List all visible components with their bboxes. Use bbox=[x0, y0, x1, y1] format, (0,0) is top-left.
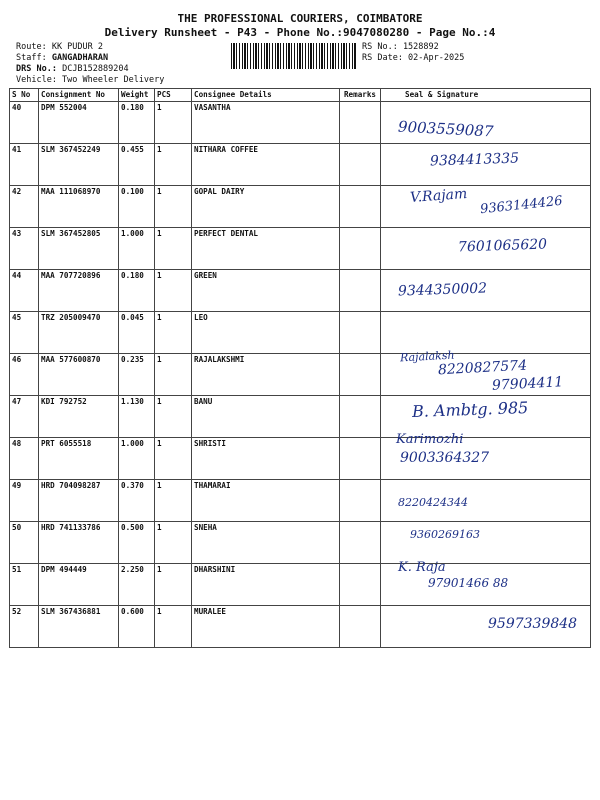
cell-pcs: 1 bbox=[155, 312, 192, 354]
cell-consignee: VASANTHA bbox=[192, 102, 340, 144]
barcode bbox=[231, 43, 357, 69]
cell-weight: 0.180 bbox=[119, 270, 155, 312]
cell-weight: 0.455 bbox=[119, 144, 155, 186]
cell-consignee: GREEN bbox=[192, 270, 340, 312]
cell-consignee: SHRISTI bbox=[192, 438, 340, 480]
table-header-row bbox=[10, 89, 591, 102]
cell-remarks bbox=[340, 564, 381, 606]
cell-pcs: 1 bbox=[155, 144, 192, 186]
cell-sno: 45 bbox=[10, 312, 39, 354]
handwriting-phone: 97904411 bbox=[491, 374, 564, 394]
cell-consignment: MAA 707720896 bbox=[39, 270, 119, 312]
col-consignment: Consignment No bbox=[39, 89, 119, 102]
staff-name: GANGADHARAN bbox=[51, 53, 109, 63]
cell-remarks bbox=[340, 438, 381, 480]
cell-consignee: BANU bbox=[192, 396, 340, 438]
cell-consignee: THAMARAI bbox=[192, 480, 340, 522]
cell-weight: 1.130 bbox=[119, 396, 155, 438]
cell-consignment: SLM 367452249 bbox=[39, 144, 119, 186]
cell-remarks bbox=[340, 312, 381, 354]
cell-consignment: HRD 741133786 bbox=[39, 522, 119, 564]
handwriting-phone: 9597339848 bbox=[488, 616, 578, 632]
cell-consignee: GOPAL DAIRY bbox=[192, 186, 340, 228]
rs-number: RS No.: 1528892 bbox=[362, 42, 439, 52]
cell-weight: 0.500 bbox=[119, 522, 155, 564]
cell-weight: 0.180 bbox=[119, 102, 155, 144]
company-title: THE PROFESSIONAL COURIERS, COIMBATORE bbox=[177, 12, 423, 25]
handwriting-phone: 9344350002 bbox=[397, 280, 488, 300]
cell-weight: 0.100 bbox=[119, 186, 155, 228]
cell-remarks bbox=[340, 270, 381, 312]
drs-label: DRS No.: bbox=[16, 64, 57, 74]
cell-remarks bbox=[340, 186, 381, 228]
col-pcs: PCS bbox=[155, 89, 192, 102]
cell-weight: 0.600 bbox=[119, 606, 155, 648]
handwriting-name: K. Raja bbox=[398, 560, 446, 575]
handwriting-phone: 9360269163 bbox=[410, 528, 480, 541]
cell-consignee: NITHARA COFFEE bbox=[192, 144, 340, 186]
cell-pcs: 1 bbox=[155, 396, 192, 438]
handwriting-name: B. Ambtg. 985 bbox=[411, 397, 529, 422]
table-row bbox=[10, 438, 591, 480]
cell-remarks bbox=[340, 228, 381, 270]
cell-pcs: 1 bbox=[155, 606, 192, 648]
cell-pcs: 1 bbox=[155, 480, 192, 522]
cell-consignment: DPM 494449 bbox=[39, 564, 119, 606]
route-label: Route: KK PUDUR 2 bbox=[16, 42, 103, 52]
cell-remarks bbox=[340, 480, 381, 522]
cell-pcs: 1 bbox=[155, 564, 192, 606]
cell-sno: 49 bbox=[10, 480, 39, 522]
col-weight: Weight bbox=[119, 89, 155, 102]
cell-sno: 50 bbox=[10, 522, 39, 564]
cell-consignment: MAA 111068970 bbox=[39, 186, 119, 228]
cell-remarks bbox=[340, 354, 381, 396]
cell-sno: 43 bbox=[10, 228, 39, 270]
handwriting-phone: 9003559087 bbox=[397, 117, 494, 141]
rs-date: RS Date: 02-Apr-2025 bbox=[362, 53, 465, 63]
staff-line bbox=[16, 53, 108, 63]
drs-number: DCJB152889204 bbox=[62, 64, 129, 74]
cell-sno: 52 bbox=[10, 606, 39, 648]
cell-pcs: 1 bbox=[155, 354, 192, 396]
col-remarks: Remarks bbox=[340, 89, 381, 102]
cell-consignee: MURALEE bbox=[192, 606, 340, 648]
cell-consignment: PRT 6055518 bbox=[39, 438, 119, 480]
handwriting-phone: 8220827574 bbox=[437, 357, 528, 379]
cell-weight: 1.000 bbox=[119, 228, 155, 270]
cell-sno: 46 bbox=[10, 354, 39, 396]
handwriting-name: Karimozhi bbox=[396, 432, 464, 447]
cell-consignment: SLM 367452805 bbox=[39, 228, 119, 270]
col-consignee: Consignee Details bbox=[192, 89, 340, 102]
cell-weight: 0.045 bbox=[119, 312, 155, 354]
drs-line bbox=[16, 64, 129, 74]
cell-consignment: TRZ 205009470 bbox=[39, 312, 119, 354]
cell-consignment: HRD 704098287 bbox=[39, 480, 119, 522]
cell-remarks bbox=[340, 102, 381, 144]
cell-remarks bbox=[340, 144, 381, 186]
table-row bbox=[10, 480, 591, 522]
handwriting-phone: 9384413335 bbox=[429, 150, 520, 170]
runsheet-subtitle: Delivery Runsheet - P43 - Phone No.:9047080280 - Page No.:4 bbox=[104, 26, 496, 39]
cell-pcs: 1 bbox=[155, 270, 192, 312]
cell-consignment: MAA 577600870 bbox=[39, 354, 119, 396]
handwriting-phone: 8220424344 bbox=[398, 496, 468, 509]
staff-label: Staff: bbox=[16, 53, 47, 63]
cell-sno: 47 bbox=[10, 396, 39, 438]
cell-pcs: 1 bbox=[155, 186, 192, 228]
cell-weight: 1.000 bbox=[119, 438, 155, 480]
cell-consignment: DPM 552004 bbox=[39, 102, 119, 144]
table-row bbox=[10, 522, 591, 564]
handwriting-phone: 7601065620 bbox=[457, 236, 548, 256]
cell-remarks bbox=[340, 522, 381, 564]
cell-pcs: 1 bbox=[155, 438, 192, 480]
cell-pcs: 1 bbox=[155, 522, 192, 564]
handwriting-phone: 9363144426 bbox=[479, 193, 564, 218]
vehicle-label: Vehicle: Two Wheeler Delivery bbox=[16, 75, 165, 85]
cell-consignee: DHARSHINI bbox=[192, 564, 340, 606]
cell-remarks bbox=[340, 396, 381, 438]
cell-consignee: PERFECT DENTAL bbox=[192, 228, 340, 270]
cell-pcs: 1 bbox=[155, 228, 192, 270]
cell-sno: 40 bbox=[10, 102, 39, 144]
cell-consignee: RAJALAKSHMI bbox=[192, 354, 340, 396]
cell-signature bbox=[381, 312, 591, 354]
cell-remarks bbox=[340, 606, 381, 648]
cell-weight: 0.370 bbox=[119, 480, 155, 522]
cell-weight: 2.250 bbox=[119, 564, 155, 606]
handwriting-name: V.Rajam bbox=[409, 186, 468, 206]
cell-sno: 51 bbox=[10, 564, 39, 606]
cell-consignment: SLM 367436881 bbox=[39, 606, 119, 648]
col-signature: Seal & Signature bbox=[381, 89, 591, 102]
cell-sno: 42 bbox=[10, 186, 39, 228]
table-row bbox=[10, 312, 591, 354]
cell-consignee: LEO bbox=[192, 312, 340, 354]
table-row bbox=[10, 270, 591, 312]
table-row bbox=[10, 102, 591, 144]
handwriting-phone: 9003364327 bbox=[400, 450, 490, 466]
cell-consignment: KDI 792752 bbox=[39, 396, 119, 438]
cell-weight: 0.235 bbox=[119, 354, 155, 396]
cell-sno: 41 bbox=[10, 144, 39, 186]
cell-pcs: 1 bbox=[155, 102, 192, 144]
col-sno: S No bbox=[10, 89, 39, 102]
handwriting-name: Rajalaksh bbox=[399, 348, 455, 365]
cell-sno: 48 bbox=[10, 438, 39, 480]
cell-sno: 44 bbox=[10, 270, 39, 312]
cell-consignee: SNEHA bbox=[192, 522, 340, 564]
handwriting-phone: 97901466 88 bbox=[428, 576, 509, 590]
